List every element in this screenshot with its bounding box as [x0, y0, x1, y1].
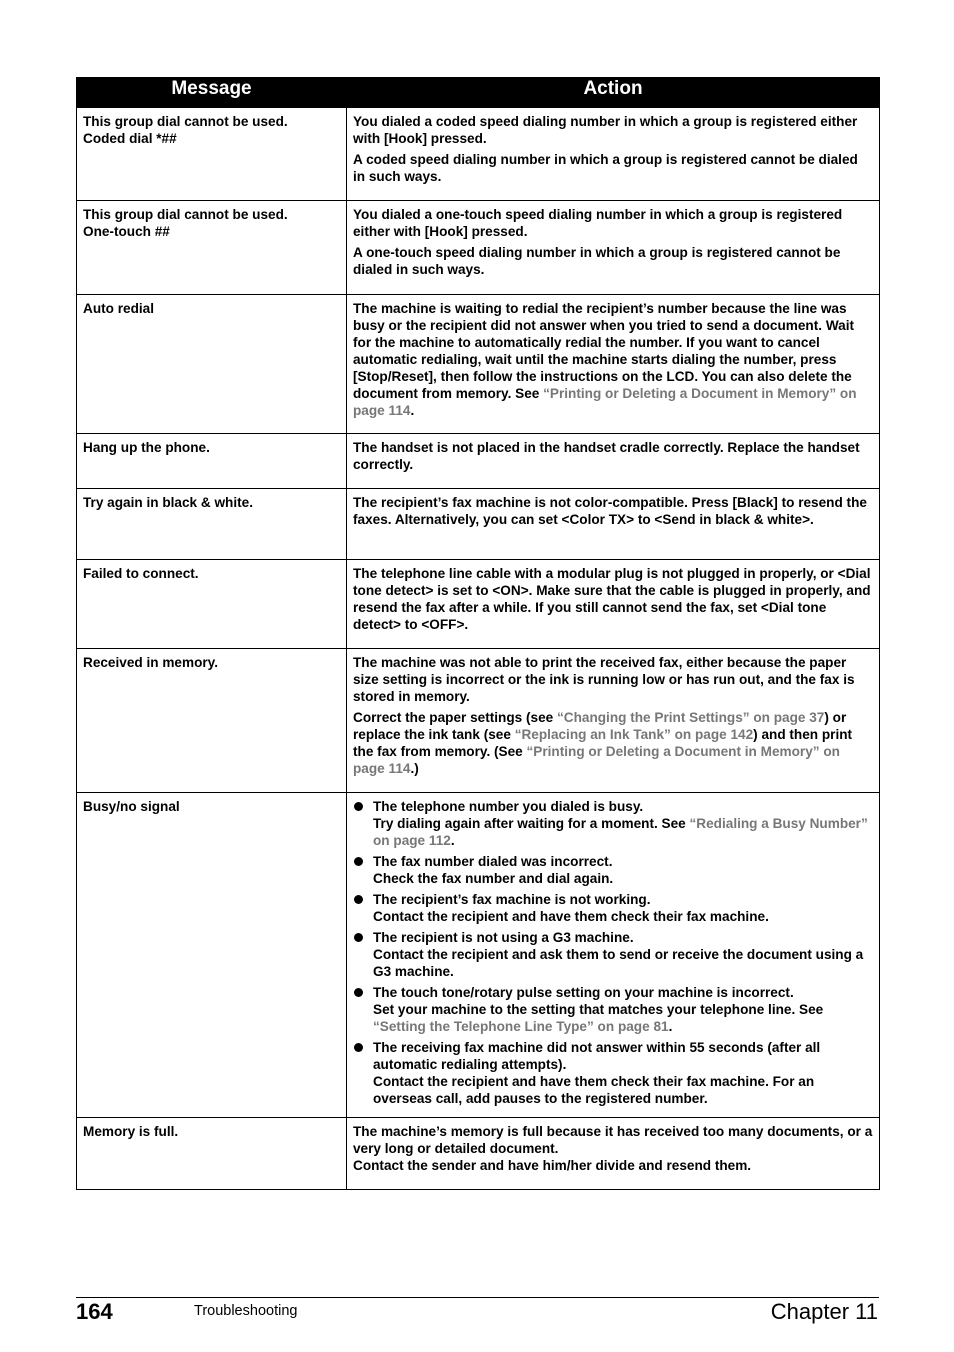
message-cell: [77, 201, 347, 295]
action-paragraph: [353, 151, 873, 185]
action-text: Correct the paper settings (see: [353, 710, 557, 725]
message-text: Hang up the phone.: [83, 440, 210, 455]
action-text: .: [668, 1019, 673, 1034]
action-text: The machine’s memory is full because it has received too many documents, or a very long or detailed document.: [353, 1124, 873, 1156]
message-text: Auto redial: [83, 301, 154, 316]
table-row: [77, 201, 880, 295]
action-text: A coded speed dialing number in which a group is registered cannot be dialed in such ways.: [353, 152, 858, 184]
column-header-action: Action: [347, 78, 880, 108]
action-text: Contact the recipient and ask them to send or receive the document using a G3 machine.: [373, 947, 864, 979]
bullet-icon: [354, 933, 363, 942]
action-text: Contact the recipient and have them check their fax machine. For an overseas call, add pauses to the registered number.: [373, 1074, 815, 1106]
message-action-table: [76, 77, 880, 1190]
footer-rule: [76, 1297, 879, 1298]
table-row: [77, 295, 880, 434]
message-text: Received in memory.: [83, 655, 218, 670]
message-text: This group dial cannot be used.: [83, 207, 288, 222]
action-text: The recipient’s fax machine is not working.: [373, 892, 651, 907]
table-row: [77, 489, 880, 560]
message-cell: [77, 434, 347, 489]
bullet-icon: [354, 1043, 363, 1052]
action-cell: [347, 489, 880, 560]
action-text: ) and then print the fax from memory. (See: [353, 727, 853, 759]
cross-reference-link[interactable]: “Printing or Deleting a Document in Memory” on page 114: [353, 386, 857, 418]
action-cell: [347, 793, 880, 1118]
action-cell: [347, 434, 880, 489]
chapter-label: Chapter 11: [770, 1299, 878, 1324]
bullet-icon: [354, 895, 363, 904]
bullet-icon: [354, 857, 363, 866]
message-text: Failed to connect.: [83, 566, 199, 581]
page-number: 164: [76, 1299, 113, 1324]
cross-reference-link[interactable]: “Redialing a Busy Number” on page 112: [373, 816, 868, 848]
action-text: ) or replace the ink tank (see: [353, 710, 847, 742]
table-row: [77, 560, 880, 649]
cross-reference-link[interactable]: “Replacing an Ink Tank” on page 142: [514, 727, 754, 742]
action-text: You dialed a coded speed dialing number in which a group is registered either with [Hook] pressed.: [353, 114, 858, 146]
message-text: This group dial cannot be used.: [83, 114, 288, 129]
message-cell: [77, 108, 347, 201]
action-paragraph: [353, 300, 873, 419]
action-paragraph: [353, 494, 873, 528]
action-text: The receiving fax machine did not answer within 55 seconds (after all automatic redialing attempts).: [373, 1040, 821, 1072]
action-text: Contact the sender and have him/her divide and resend them.: [353, 1158, 752, 1173]
message-cell: [77, 1118, 347, 1190]
message-text: Busy/no signal: [83, 799, 180, 814]
action-paragraph: [353, 1123, 873, 1174]
table-body: [77, 108, 880, 1190]
action-text: The handset is not placed in the handset cradle correctly. Replace the handset correctly.: [353, 440, 860, 472]
action-text: The telephone number you dialed is busy.: [373, 799, 644, 814]
message-text: Try again in black & white.: [83, 495, 253, 510]
action-text: Contact the recipient and have them check their fax machine.: [373, 909, 769, 924]
message-cell: [77, 793, 347, 1118]
column-header-message: Message: [77, 78, 347, 108]
action-text: Set your machine to the setting that matches your telephone line. See: [373, 1002, 824, 1017]
action-text: The touch tone/rotary pulse setting on your machine is incorrect.: [373, 985, 794, 1000]
list-item: [353, 853, 873, 887]
message-cell: [77, 489, 347, 560]
list-item: [353, 891, 873, 925]
action-text: The telephone line cable with a modular plug is not plugged in properly, or <Dial tone detect> is set to <ON>. Make sure that the cable is plugged in properly, and resend the fax after a while. If you still cannot send the fax, set <Dial tone detect> to <OFF>.: [353, 566, 871, 632]
action-cell: [347, 560, 880, 649]
action-text: A one-touch speed dialing number in which a group is registered cannot be dialed in such ways.: [353, 245, 841, 277]
action-paragraph: [353, 206, 873, 240]
action-text: Try dialing again after waiting for a moment. See: [373, 816, 690, 831]
action-text: .): [410, 761, 419, 776]
message-cell: [77, 560, 347, 649]
action-text: The machine is waiting to redial the recipient’s number because the line was busy or the recipient did not answer when you tried to send a document. Wait for the machine to automatically redial the number. If you want to cancel automatic redialing, wait until the machine starts dialing the number, press [Stop/Reset], then follow the instructions on the LCD. You can also delete the document from memory. See: [353, 301, 855, 401]
action-cell: [347, 1118, 880, 1190]
section-title: Troubleshooting: [194, 1303, 298, 1319]
table-row: [77, 1118, 880, 1190]
action-text: You dialed a one-touch speed dialing number in which a group is registered either with [Hook] pressed.: [353, 207, 843, 239]
action-text: The fax number dialed was incorrect.: [373, 854, 613, 869]
action-paragraph: [353, 113, 873, 147]
action-cell: [347, 295, 880, 434]
action-cell: [347, 108, 880, 201]
list-item: [353, 984, 873, 1035]
action-text: .: [450, 833, 455, 848]
message-cell: [77, 649, 347, 793]
action-cell: [347, 649, 880, 793]
list-item: [353, 929, 873, 980]
action-text: The machine was not able to print the received fax, either because the paper size setting is incorrect or the ink is running low or has run out, and the fax is stored in memory.: [353, 655, 855, 704]
action-text: The recipient’s fax machine is not color-compatible. Press [Black] to resend the faxes. Alternatively, you can set <Color TX> to <Send in black & white>.: [353, 495, 867, 527]
cross-reference-link[interactable]: “Changing the Print Settings” on page 37: [556, 710, 825, 725]
message-cell: [77, 295, 347, 434]
table-row: [77, 649, 880, 793]
action-cell: [347, 201, 880, 295]
action-text: .: [410, 403, 415, 418]
action-text: Check the fax number and dial again.: [373, 871, 614, 886]
table-header-row: [77, 78, 880, 108]
action-paragraph: [353, 709, 873, 777]
cross-reference-link[interactable]: “Setting the Telephone Line Type” on page 81: [373, 1019, 669, 1034]
message-text: Coded dial *##: [83, 131, 177, 146]
message-text: Memory is full.: [83, 1124, 179, 1139]
message-text: One-touch ##: [83, 224, 170, 239]
table-row: [77, 434, 880, 489]
cross-reference-link[interactable]: “Printing or Deleting a Document in Memory” on page 114: [353, 744, 840, 776]
action-paragraph: [353, 439, 873, 473]
list-item: [353, 798, 873, 849]
table-row: [77, 108, 880, 201]
action-paragraph: [353, 244, 873, 278]
action-text: The recipient is not using a G3 machine.: [373, 930, 634, 945]
list-item: [353, 1039, 873, 1107]
action-paragraph: [353, 565, 873, 633]
bullet-icon: [354, 802, 363, 811]
action-paragraph: [353, 654, 873, 705]
table-row: [77, 793, 880, 1118]
action-bullet-list: [353, 798, 873, 1107]
bullet-icon: [354, 988, 363, 997]
